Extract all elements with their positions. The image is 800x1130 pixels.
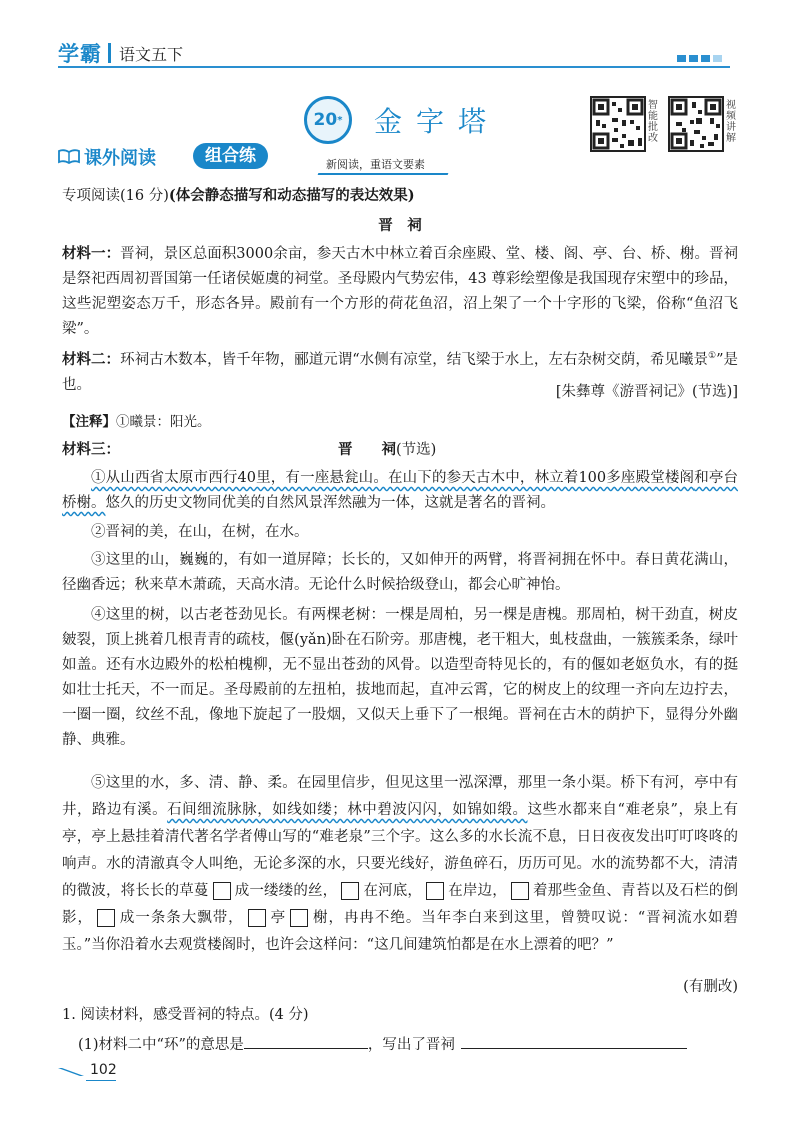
section-tag-underline <box>318 173 449 175</box>
qr-code-video[interactable] <box>668 96 724 152</box>
lesson-number-badge <box>304 96 352 144</box>
lesson-mark: * <box>337 114 343 126</box>
qr-pattern-icon <box>592 98 644 150</box>
task-label: 专项阅读(16 分) <box>62 188 169 204</box>
brand-logo: 学霸 <box>58 42 102 66</box>
annotation <box>62 410 211 435</box>
material-three-title: 晋 祠 <box>338 441 396 458</box>
page-number: 102 <box>90 1062 117 1078</box>
paragraph-five-a: ⑤这里的水，多、清、静、柔。在园里信步，但见这里一泓深潭，那里一条小渠。桥下有河，亭中有井，路边有溪。 <box>62 775 738 818</box>
material-one-text: 晋祠，景区总面积3000余亩，参天古木中林立着百余座殿、堂、楼、阁、亭、台、桥、榭。晋祠是祭祀西周初晋国第一任诸侯姬虞的祠堂。圣母殿内气势宏伟，43 尊彩绘塑像是我国现存宋塑中的珍品，这些泥塑姿态万千，形态各异。殿前有一个方形的荷花鱼沼，沼上架了一个十字形的飞梁，俗称“鱼沼飞梁”。 <box>62 246 739 337</box>
section-title: 课外阅读 <box>84 148 156 169</box>
question-one-one <box>78 1032 738 1058</box>
question-one-one-prompt: (1)材料二中“环”的意思是 <box>78 1037 244 1053</box>
paragraph-five-h: 亭 <box>269 910 287 926</box>
paragraph-one-wavy-b: 和亭台桥榭。 <box>62 470 739 511</box>
material-one-label: 材料一： <box>62 245 121 262</box>
brand-separator <box>108 43 111 63</box>
paragraph-two: ②晋祠的美，在山，在树，在水。 <box>91 524 309 540</box>
paragraph-five-wavy: 石间细流脉脉，如线如缕；林中碧波闪闪，如锦如缎。 <box>167 802 528 818</box>
paragraph-three: ③这里的山，巍巍的，有如一道屏障；长长的，又如伸开的两臂，将晋祠拥在怀中。春日黄花满山，径幽香远；秋来草木萧疏，天高水清。无论什么时候拾级登山，都会心旷神怡。 <box>62 552 738 593</box>
answer-blank-two[interactable] <box>461 1032 687 1049</box>
material-two-label: 材料二： <box>62 350 121 368</box>
paragraph-five <box>62 770 738 959</box>
subject-label: 语文五下 <box>119 44 184 64</box>
paragraph-four: ④这里的树，以古老苍劲见长。有两棵老树：一棵是周柏，另一棵是唐槐。那周柏，树干劲直，树皮皴裂，顶上挑着几根青青的疏枝，偃(yǎn)卧在石阶旁。那唐槐，老干粗大，虬枝盘曲，一簇簇柔条，绿叶如盖。还有水边殿外的松柏槐柳，无不显出苍劲的风骨。以造型奇特见长的，有的偃如老妪负水，有的挺如壮士托天，不一而足。圣母殿前的左扭柏，拔地而起，直冲云霄，它的树皮上的纹理一齐向左边拧去，一圈一圈，纹丝不乱，像地下旋起了一股烟，又似天上垂下了一根绳。晋祠在古木的荫护下，显得分外幽静、典雅。 <box>62 607 738 748</box>
material-three-label: 材料三： <box>62 441 120 458</box>
pencil-icon <box>56 1066 86 1078</box>
question-one-one-prompt-b: ，写出了晋祠 <box>367 1037 455 1053</box>
fill-box-three[interactable] <box>426 882 444 900</box>
fill-box-six[interactable] <box>248 909 266 927</box>
fill-box-one[interactable] <box>213 882 231 900</box>
material-two-note-mark: ① <box>707 351 717 361</box>
footer-underline <box>86 1080 116 1081</box>
material-three-heading <box>338 437 436 463</box>
paragraph-five-c: 成一缕缕的丝， <box>234 883 338 899</box>
article-title: 晋 祠 <box>378 217 422 234</box>
paragraph-one-rest: 悠久的历史文物同优美的自然风景浑然融为一体，这就是著名的晋祠。 <box>105 495 555 511</box>
fill-box-five[interactable] <box>97 909 115 927</box>
paragraph-five-e: 在岸边， <box>448 883 507 899</box>
annotation-text: ①曦景：阳光。 <box>116 414 211 430</box>
qr-label-video: 视频讲解 <box>726 100 736 144</box>
paragraph-five-d: 在河底， <box>363 883 423 899</box>
material-three-title-note: (节选) <box>396 442 437 458</box>
material-two-source: [朱彝尊《游晋祠记》(节选)] <box>555 384 738 400</box>
fill-box-four[interactable] <box>511 882 529 900</box>
header-decoration <box>677 55 722 62</box>
fill-box-two[interactable] <box>341 882 359 900</box>
material-two-text-a: 环祠古木数本，皆千年物，郦道元谓“水侧有凉堂，结飞梁于水上，左右杂树交荫，希见曦景 <box>120 351 708 368</box>
task-focus: (体会静态描写和动态描写的表达效果) <box>168 187 415 204</box>
answer-blank-one[interactable] <box>244 1032 368 1049</box>
qr-pattern-icon <box>670 98 722 150</box>
fill-box-seven[interactable] <box>290 909 308 927</box>
brand <box>58 38 183 68</box>
paragraph-five-g: 成一条条大飘带， <box>118 910 244 926</box>
paragraph-one <box>62 466 738 516</box>
paragraph-five-i: 榭，冉冉不绝。当年李白来到这里，曾赞叹说：“晋祠流水如碧玉。”当你沿着水去观赏楼阁时，也许会这样问：“这几间建筑怕都是在水上漂着的吧？” <box>62 910 739 953</box>
task-heading <box>62 183 738 209</box>
book-icon <box>58 148 80 164</box>
annotation-label: 【注释】 <box>62 414 116 430</box>
section-tag: 新阅读，重语文要素 <box>326 158 425 171</box>
material-two-text-b: ”是也。 <box>62 351 739 393</box>
qr-code-grading[interactable] <box>590 96 646 152</box>
paragraph-five-f: 着那些金鱼、青苔以及石栏的倒影， <box>62 883 739 926</box>
section-pill: 组合练 <box>193 143 268 169</box>
lesson-title: 金字塔 <box>374 105 501 138</box>
lesson-number: 20 <box>313 110 338 130</box>
question-one: 1. 阅读材料，感受晋祠的特点。(4 分) <box>62 1007 309 1023</box>
header-divider <box>58 66 730 68</box>
paragraph-five-source: (有删改) <box>683 979 738 995</box>
paragraph-five-b: 这些水都来自“难老泉”，泉上有亭，亭上悬挂着清代著名学者傅山写的“难老泉”三个字。这么多的水长流不息，日日夜夜发出叮叮咚咚的响声。水的清澈真令人叫绝，无论多深的水，只要光线好，游鱼碎石，历历可见。水的流势都不大，清清的微波，将长长的草蔓 <box>62 802 739 899</box>
material-one <box>62 241 738 342</box>
qr-label-grading: 智能批改 <box>648 100 658 144</box>
paragraph-one-wavy-a: ①从山西省太原市西行40里，有一座悬瓮山。在山下的参天古木中，林立着100多座殿堂楼阁 <box>91 470 695 486</box>
